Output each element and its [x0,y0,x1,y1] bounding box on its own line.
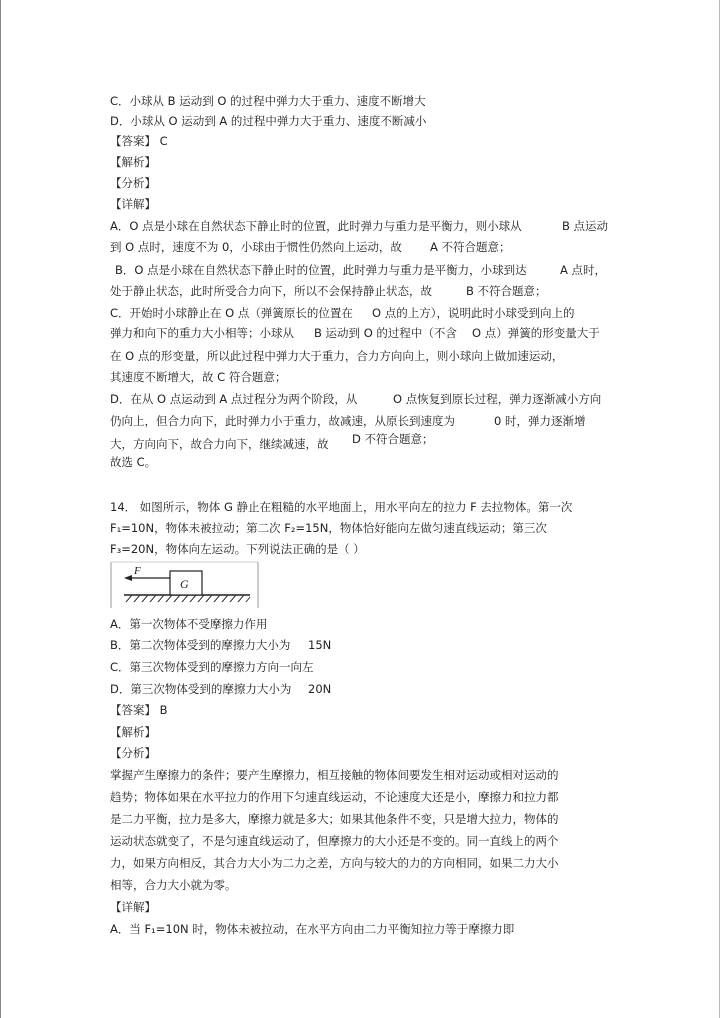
q13-fenxi-label: 【分析】 [110,176,156,190]
q14-answer: 【答案】 B [110,703,168,717]
q14-figure [110,560,260,610]
q14-stem-line1: 14． 如图所示，物体 G 静止在粗糙的水平地面上，用水平向左的拉力 F 去拉物体。第一次 [110,500,573,514]
q13-d-line3-end: D 不符合题意； [352,432,434,446]
q13-d-line2-end: 0 时，弹力逐渐增 [494,414,586,428]
q13-jiexi-label: 【解析】 [110,155,156,169]
ground-hatching [126,595,250,602]
q13-xiangjie-label: 【详解】 [110,197,156,211]
q13-answer: 【答案】 C [110,134,168,148]
page-left-border [0,0,1,1018]
q13-b-line2-end: B 不符合题意； [466,284,547,298]
q13-d-line3: 大，方向向下，故合力向下，继续减速，故 [110,437,329,451]
q14-analysis-line5: 力，如果方向相反，其合力大小为二力之差，方向与较大的力的方向相同，如果二力大小 [110,856,559,870]
q13-d-line1-end: O 点恢复到原长过程，弹力逐渐减小方向 [393,392,602,406]
q13-d-line1: D．在从 O 点运动到 A 点过程分为两个阶段，从 [110,392,358,406]
q14-analysis-line3: 是二力平衡，拉力是多大，摩擦力就是多大；如果其他条件不变，只是增大拉力，物体的 [110,812,559,826]
force-f-arrowhead [124,575,132,581]
q14-detail-line1: A．当 F₁=10N 时，物体未被拉动，在水平方向由二力平衡知拉力等于摩擦力即 [110,922,515,936]
q14-option-d: D．第三次物体受到的摩擦力大小为 [110,682,292,696]
q13-c-line1: C．开始时小球静止在 O 点（弹簧原长的位置在 [110,306,353,320]
q14-analysis-line6: 相等，合力大小就为零。 [110,878,237,892]
q13-a-line2: 到 O 点时，速度不为 0，小球由于惯性仍然向上运动，故 [110,240,402,254]
q13-a-line1-end: B 点运动 [562,219,609,233]
q14-stem-line3: F₃=20N，物体向左运动。下列说法正确的是（ ） [110,542,365,556]
q14-figure-svg [110,560,260,610]
q13-c-line3: 在 O 点的形变量，所以此过程中弹力大于重力，合力方向向上，则小球向上做加速运动， [110,349,564,363]
q13-c-line4: 其速度不断增大，故 C 符合题意； [110,370,287,384]
q13-c-line2-end: O 点）弹簧的形变量大于 [472,326,600,340]
q14-analysis-line1: 掌握产生摩擦力的条件；要产生摩擦力，相互接触的物体间要发生相对运动或相对运动的 [110,768,559,782]
q13-b-line2: 处于静止状态，此时所受合力向下，所以不会保持静止状态，故 [110,284,432,298]
q13-b-line1: B．O 点是小球在自然状态下静止时的位置，此时弹力与重力是平衡力，小球到达 [115,263,527,277]
q13-b-line1-end: A 点时， [560,263,607,277]
q14-stem-line2: F₁=10N，物体未被拉动；第二次 F₂=15N，物体恰好能向左做匀速直线运动；第三次 [110,521,547,535]
q13-c-line2: 弹力和向下的重力大小相等；小球从 [110,326,294,340]
force-f-label: F [134,565,141,577]
q13-d-line2: 仍向上，但合力向下，此时弹力小于重力，故减速，从原长到速度为 [110,414,455,428]
q14-option-c: C．第三次物体受到的摩擦力方向一向左 [110,660,314,674]
q13-option-d: D．小球从 O 运动到 A 的过程中弹力大于重力、速度不断减小 [110,114,427,128]
q13-option-c: C．小球从 B 运动到 O 的过程中弹力大于重力、速度不断增大 [110,94,426,108]
q14-option-b-value: 15N [308,638,332,652]
q13-c-line1-end: O 点的上方），说明此时小球受到向上的 [372,306,575,320]
q13-a-line1: A．O 点是小球在自然状态下静止时的位置，此时弹力与重力是平衡力，则小球从 [110,219,522,233]
q13-conclusion: 故选 C。 [110,455,157,469]
q14-xiangjie-label: 【详解】 [110,900,156,914]
q14-analysis-line4: 运动状态就变了，不是匀速直线运动了，但摩擦力的大小还是不变的。同一直线上的两个 [110,834,559,848]
q14-option-b: B．第二次物体受到的摩擦力大小为 [110,638,291,652]
q13-c-line2-mid: B 运动到 O 的过程中（不含 [314,326,457,340]
block-g-label: G [180,577,189,591]
q14-jiexi-label: 【解析】 [110,725,156,739]
q14-analysis-line2: 趋势；物体如果在水平拉力的作用下匀速直线运动，不论速度大还是小，摩擦力和拉力都 [110,790,559,804]
q14-fenxi-label: 【分析】 [110,746,156,760]
q14-option-d-value: 20N [308,682,332,696]
q13-a-line2-end: A 不符合题意； [430,240,511,254]
q14-option-a: A．第一次物体不受摩擦力作用 [110,617,268,631]
